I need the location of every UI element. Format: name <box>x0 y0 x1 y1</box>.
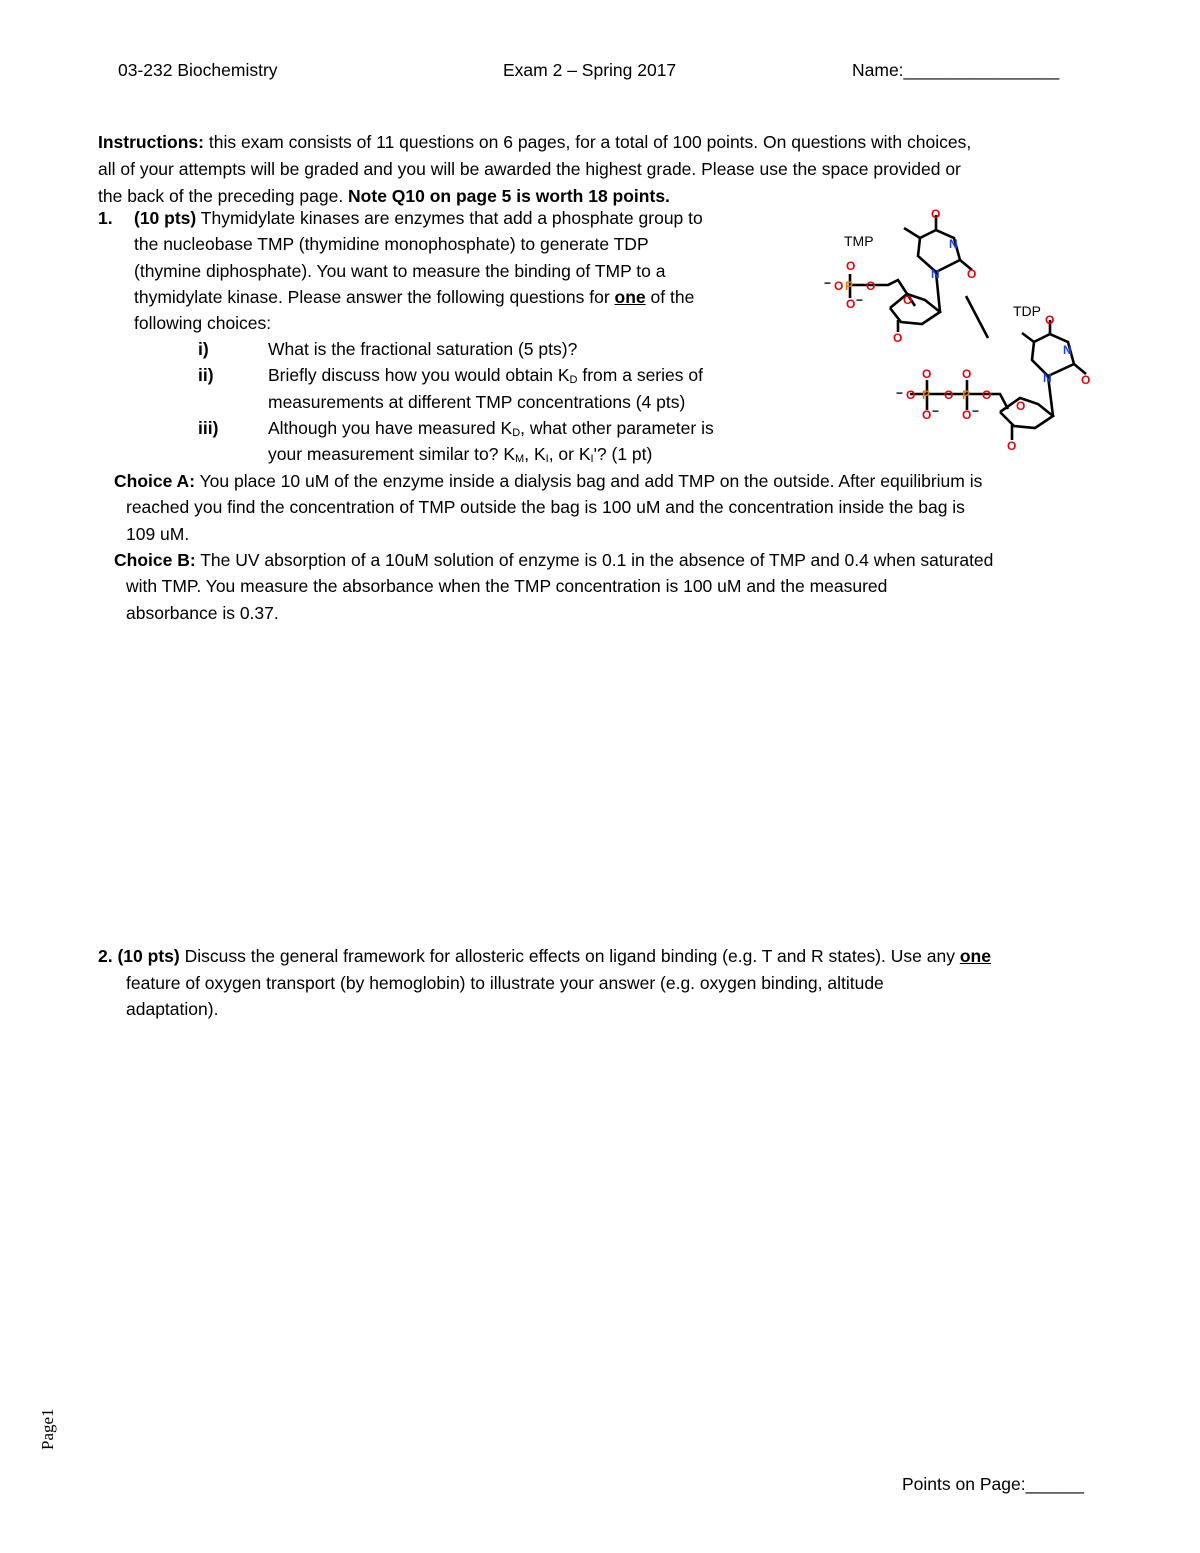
question-1 <box>98 205 703 336</box>
atom-o-1: O <box>846 259 856 273</box>
question-2 <box>98 943 991 1023</box>
points-on-page <box>902 1474 1084 1495</box>
atom-p-3: P <box>962 388 971 402</box>
instructions-note: Note Q10 on page 5 is worth 18 points. <box>348 186 670 206</box>
instructions-line-3: the back of the preceding page. <box>98 186 349 206</box>
tdp-label: TDP <box>1013 303 1041 319</box>
instructions-line-1: this exam consists of 11 questions on 6 pages, for a total of 100 points. On questions with choices, <box>203 132 972 152</box>
q1-item-2-text-cont: measurements at different TMP concentrations (4 pts) <box>268 391 686 412</box>
q1-number: 1. <box>98 208 113 228</box>
tmp-label: TMP <box>844 233 874 249</box>
atom-o-16: O <box>1016 399 1026 413</box>
atom-n-1: N <box>949 237 958 251</box>
points-blank: ______ <box>1025 1474 1084 1494</box>
q1-item-3-text: Although you have measured $K_D$, what other parameter is <box>268 417 714 439</box>
q1-item-1-num: i) <box>198 339 209 359</box>
atom-p-1: P <box>845 279 854 293</box>
name-blank: ________________ <box>903 60 1060 80</box>
q1-item-3-text-cont: your measurement similar to? $K_M$, $K_I$, or $K_I'$? (1 pt) <box>268 444 653 466</box>
q2-line-2: feature of oxygen transport (by hemoglobin) to illustrate your answer (e.g. oxygen binding, altitude <box>126 972 884 993</box>
course-title: 03-232 Biochemistry <box>118 60 278 80</box>
choice-a-line-1: You place 10 uM of the enzyme inside a dialysis bag and add TMP on the outside. After equilibrium is <box>195 471 983 491</box>
atom-o-3: O <box>866 279 876 293</box>
q1-item-1-text: What is the fractional saturation (5 pts)? <box>268 339 578 359</box>
page-number-vertical: Page1 <box>38 1408 57 1450</box>
choice-b <box>114 547 993 626</box>
atom-o-6: O <box>893 331 903 345</box>
charge-minus-5: − <box>972 404 980 418</box>
choice-b-label: Choice B: <box>114 550 196 570</box>
q1-line-4: thymidylate kinase. Please answer the following questions for <box>134 286 615 307</box>
atom-n-3: N <box>1063 343 1072 357</box>
atom-o-8: O <box>967 267 977 281</box>
q1-item-2-text: Briefly discuss how you would obtain $K_D$ from a series of <box>268 365 703 387</box>
atom-o-18: O <box>1045 313 1055 327</box>
choice-b-line-3: absorbance is 0.37. <box>126 602 279 623</box>
charge-minus-4: − <box>932 404 940 418</box>
choice-a-label: Choice A: <box>114 471 196 491</box>
choice-a-line-2: reached you find the concentration of TMP outside the bag is 100 uM and the concentration inside the bag is <box>126 497 965 518</box>
q2-number: 2. <box>98 946 113 966</box>
q2-points: (10 pts) <box>117 946 180 966</box>
q1-line-3: (thymine diphosphate). You want to measure the binding of TMP to a <box>134 260 666 281</box>
charge-minus-2: − <box>856 293 864 307</box>
q1-line-4-end: of the <box>645 286 695 307</box>
instructions <box>98 129 971 210</box>
atom-o-10: O <box>962 367 972 381</box>
choice-b-line-1: The UV absorption of a 10uM solution of enzyme is 0.1 in the absence of TMP and 0.4 when saturated <box>195 550 994 570</box>
atom-o-19: O <box>1081 373 1091 387</box>
q1-item-2-num: ii) <box>198 365 214 386</box>
q2-line-1: Discuss the general framework for allosteric effects on ligand binding (e.g. T and R states). Use any <box>179 946 960 966</box>
q1-one-emphasis: one <box>614 286 646 307</box>
atom-o-15: O <box>962 408 972 422</box>
q1-line-1: Thymidylate kinases are enzymes that add a phosphate group to <box>196 208 703 228</box>
charge-minus-1: − <box>824 276 832 290</box>
atom-p-2: P <box>922 388 931 402</box>
atom-o-11: O <box>906 388 916 402</box>
atom-o-17: O <box>1007 439 1017 453</box>
name-field <box>852 60 1059 81</box>
atom-o-12: O <box>944 388 954 402</box>
name-label: Name: <box>852 60 904 80</box>
choice-a <box>114 468 982 547</box>
atom-n-2: N <box>931 267 940 281</box>
instructions-line-2: all of your attempts will be graded and you will be awarded the highest grade. Please use the space provided or <box>98 159 961 179</box>
atom-o-9: O <box>922 367 932 381</box>
q1-item-3-num: iii) <box>198 417 219 438</box>
atom-o-4: O <box>846 297 856 311</box>
atom-o-13: O <box>982 388 992 402</box>
choice-a-line-3: 109 uM. <box>126 523 190 544</box>
q2-one-emphasis: one <box>959 946 991 966</box>
exam-title: Exam 2 – Spring 2017 <box>503 60 677 80</box>
instructions-label: Instructions: <box>98 132 204 152</box>
choice-b-line-2: with TMP. You measure the absorbance when the TMP concentration is 100 uM and the measured <box>126 576 888 597</box>
atom-o-14: O <box>922 408 932 422</box>
atom-n-4: N <box>1043 371 1052 385</box>
charge-minus-3: − <box>896 386 904 400</box>
q1-line-5: following choices: <box>134 313 272 334</box>
q2-line-3: adaptation). <box>126 999 219 1019</box>
atom-o-5: O <box>903 293 913 307</box>
tmp-tdp-structure-figure <box>810 200 1100 460</box>
q1-points: (10 pts) <box>134 208 197 228</box>
atom-o-2: O <box>834 279 844 293</box>
points-label: Points on Page: <box>902 1474 1026 1494</box>
q1-line-2: the nucleobase TMP (thymidine monophosphate) to generate TDP <box>134 234 649 255</box>
bonds <box>850 215 1086 440</box>
atom-o-7: O <box>931 207 941 221</box>
